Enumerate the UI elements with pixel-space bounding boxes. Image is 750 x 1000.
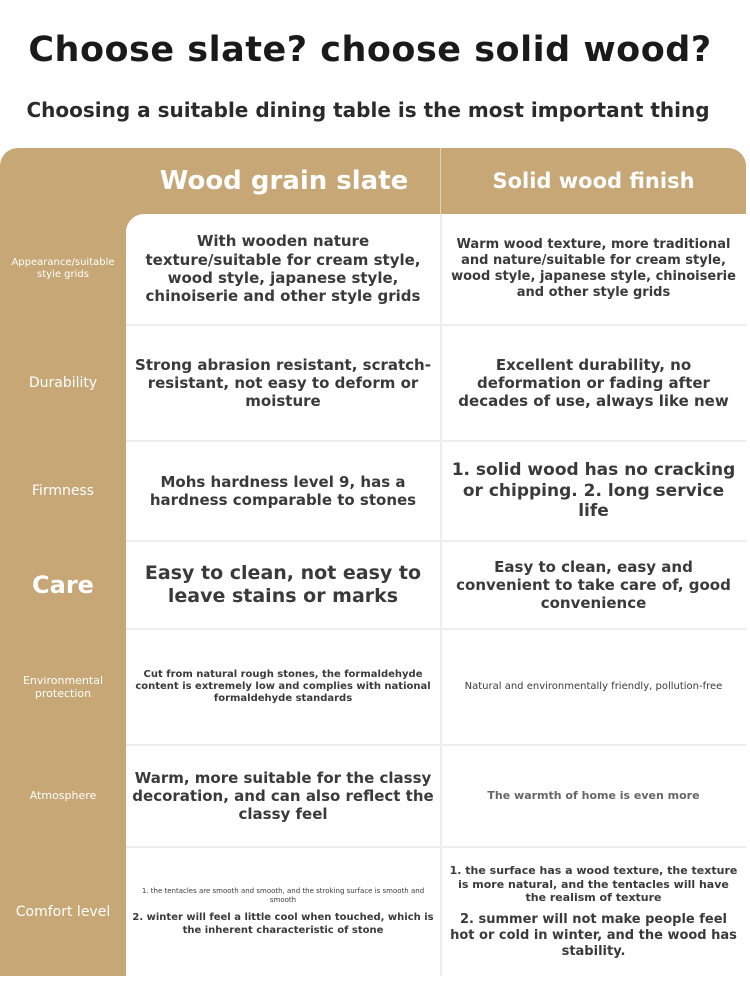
cell-durability-slate: Strong abrasion resistant, scratch-resistant, not easy to deform or moisture (135, 355, 431, 411)
cell-appearance-slate: With wooden nature texture/suitable for cream style, wood style, japanese style, chinoiserie and other style grids (145, 232, 421, 306)
cell-care-slate: Easy to clean, not easy to leave stains or marks (144, 561, 422, 607)
row-label-environmental: Environmental protection (22, 673, 104, 700)
page-subtitle: Choosing a suitable dining table is the most important thing (26, 98, 710, 122)
comfort-slate-point-1: 1. the tentacles are smooth and smooth, and the stroking surface is smooth and smooth (141, 887, 425, 904)
row-label-firmness: Firmness (31, 482, 95, 499)
cell-atmosphere-slate: Warm, more suitable for the classy decoration, and can also reflect the classy feel (132, 768, 434, 824)
row-label-comfort: Comfort level (15, 903, 111, 920)
cell-atmosphere-wood: The warmth of home is even more (487, 789, 700, 803)
table-header (0, 148, 746, 214)
comfort-slate-point-2: 2. winter will feel a little cool when touched, which is the inherent characteristic of stone (132, 912, 434, 936)
cell-comfort-slate (126, 848, 440, 976)
column-header-slate: Wood grain slate (159, 166, 409, 196)
cell-care-wood: Easy to clean, easy and convenient to take care of, good convenience (456, 557, 731, 613)
row-label-atmosphere: Atmosphere (29, 789, 97, 803)
row-label-appearance: Appearance/suitable style grids (11, 257, 115, 280)
cell-firmness-wood: 1. solid wood has no cracking or chipping. 2. long service life (451, 459, 736, 522)
comfort-wood-point-2: 2. summer will not make people feel hot or cold in winter, and the wood has stability. (450, 912, 737, 960)
row-label-durability: Durability (28, 374, 98, 391)
cell-appearance-wood: Warm wood texture, more traditional and nature/suitable for cream style, wood style, japanese style, chinoiserie and other style grids (451, 237, 736, 300)
comparison-table (0, 148, 746, 976)
row-label-care: Care (32, 570, 94, 599)
comfort-wood-point-1: 1. the surface has a wood texture, the texture is more natural, and the tentacles will have the realism of texture (449, 864, 738, 904)
cell-environmental-slate: Cut from natural rough stones, the formaldehyde content is extremely low and complies with national formaldehyde standards (135, 668, 431, 705)
cell-comfort-wood (441, 848, 746, 976)
column-header-wood: Solid wood finish (492, 169, 695, 193)
cell-durability-wood: Excellent durability, no deformation or fading after decades of use, always like new (458, 355, 729, 411)
cell-firmness-slate: Mohs hardness level 9, has a hardness comparable to stones (149, 472, 417, 509)
page-title: Choose slate? choose solid wood? (28, 30, 712, 70)
cell-environmental-wood: Natural and environmentally friendly, pollution-free (464, 680, 723, 692)
